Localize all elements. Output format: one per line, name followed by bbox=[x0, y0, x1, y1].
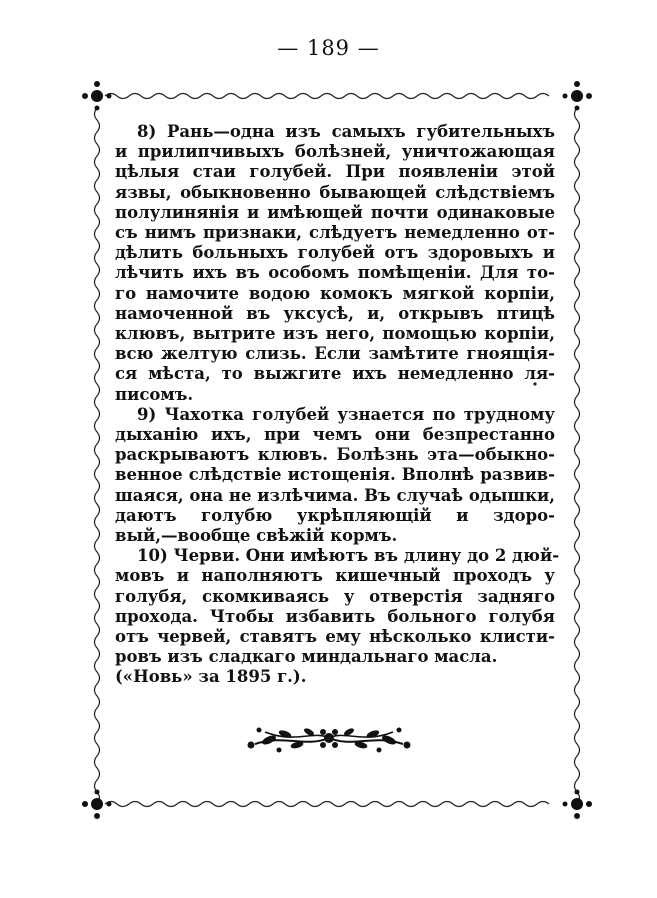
corner-ornament-bottom-left bbox=[82, 790, 112, 820]
right-border-line bbox=[575, 108, 580, 804]
text-line: го намочите водою комокъ мягкой корпіи, bbox=[115, 283, 555, 303]
text-line: язвы, обыкновенно бывающей слѣдствіемъ bbox=[115, 182, 555, 202]
text-line: 10) Черви. Они имѣютъ въ длину до 2 дюй- bbox=[137, 546, 560, 566]
text-line: дыханію ихъ, при чемъ они безпрестанно bbox=[115, 425, 555, 445]
paragraph-consumption bbox=[115, 405, 555, 546]
text-line: ся мѣста, то выжгите ихъ немедленно ля- bbox=[115, 364, 555, 384]
text-line: вый,—вообще свѣжій кормъ. bbox=[115, 526, 398, 546]
text-line: всю желтую слизь. Если замѣтите гноящія- bbox=[115, 344, 555, 364]
text-line: раскрываютъ клювъ. Болѣзнь эта—обыкно- bbox=[115, 445, 555, 465]
corner-ornament-top-right bbox=[563, 81, 593, 111]
text-line: лѣчить ихъ въ особомъ помѣщеніи. Для то- bbox=[115, 263, 555, 283]
text-line: отъ червей, ставятъ ему нѣсколько клисти- bbox=[115, 627, 555, 647]
article-text bbox=[115, 122, 560, 688]
paragraph-rash bbox=[115, 122, 555, 405]
text-line: мовъ и наполняютъ кишечный проходъ у bbox=[115, 566, 555, 586]
text-line: писомъ. bbox=[115, 384, 194, 404]
text-line: дѣлить больныхъ голубей отъ здоровыхъ и bbox=[115, 243, 555, 263]
text-line: 9) Чахотка голубей узнается по трудному bbox=[137, 404, 555, 424]
paragraph-worms bbox=[115, 546, 560, 667]
top-border-line bbox=[105, 94, 549, 99]
text-line: голубя, скомкиваясь у отверстія задняго bbox=[115, 586, 555, 606]
text-line: съ нимъ признаки, слѣдуетъ немедленно от- bbox=[115, 223, 555, 243]
text-line: клювъ, вытрите изъ него, помощью корпіи, bbox=[115, 324, 555, 344]
text-line: даютъ голубю укрѣпляющій и здоро- bbox=[115, 505, 555, 525]
floral-vignette-icon bbox=[245, 718, 413, 758]
text-line: ровъ изъ сладкаго миндальнаго масла. bbox=[115, 647, 498, 667]
text-line: и прилипчивыхъ болѣзней, уничтожающая bbox=[115, 142, 555, 162]
text-line: венное слѣдствіе истощенія. Вполнѣ развив- bbox=[115, 465, 555, 485]
text-line: полулинянія и имѣющей почти одинаковые bbox=[115, 202, 555, 222]
bottom-border-line bbox=[105, 802, 549, 807]
text-line: 8) Рань—одна изъ самыхъ губительныхъ bbox=[137, 122, 555, 141]
page-number: — 189 — bbox=[277, 36, 380, 60]
text-line: цѣлыя стаи голубей. При появленіи этой bbox=[115, 162, 555, 182]
corner-ornament-top-left bbox=[82, 81, 112, 111]
corner-ornament-bottom-right bbox=[563, 790, 593, 820]
source-citation: («Новь» за 1895 г.). bbox=[115, 667, 307, 687]
text-line: шаяся, она не излѣчима. Въ случаѣ одышки, bbox=[115, 485, 555, 505]
left-border-line bbox=[95, 108, 100, 804]
text-line: намоченной въ уксусѣ, и, открывъ птицѣ bbox=[115, 303, 555, 323]
text-line: прохода. Чтобы избавить больного голубя bbox=[115, 606, 555, 626]
